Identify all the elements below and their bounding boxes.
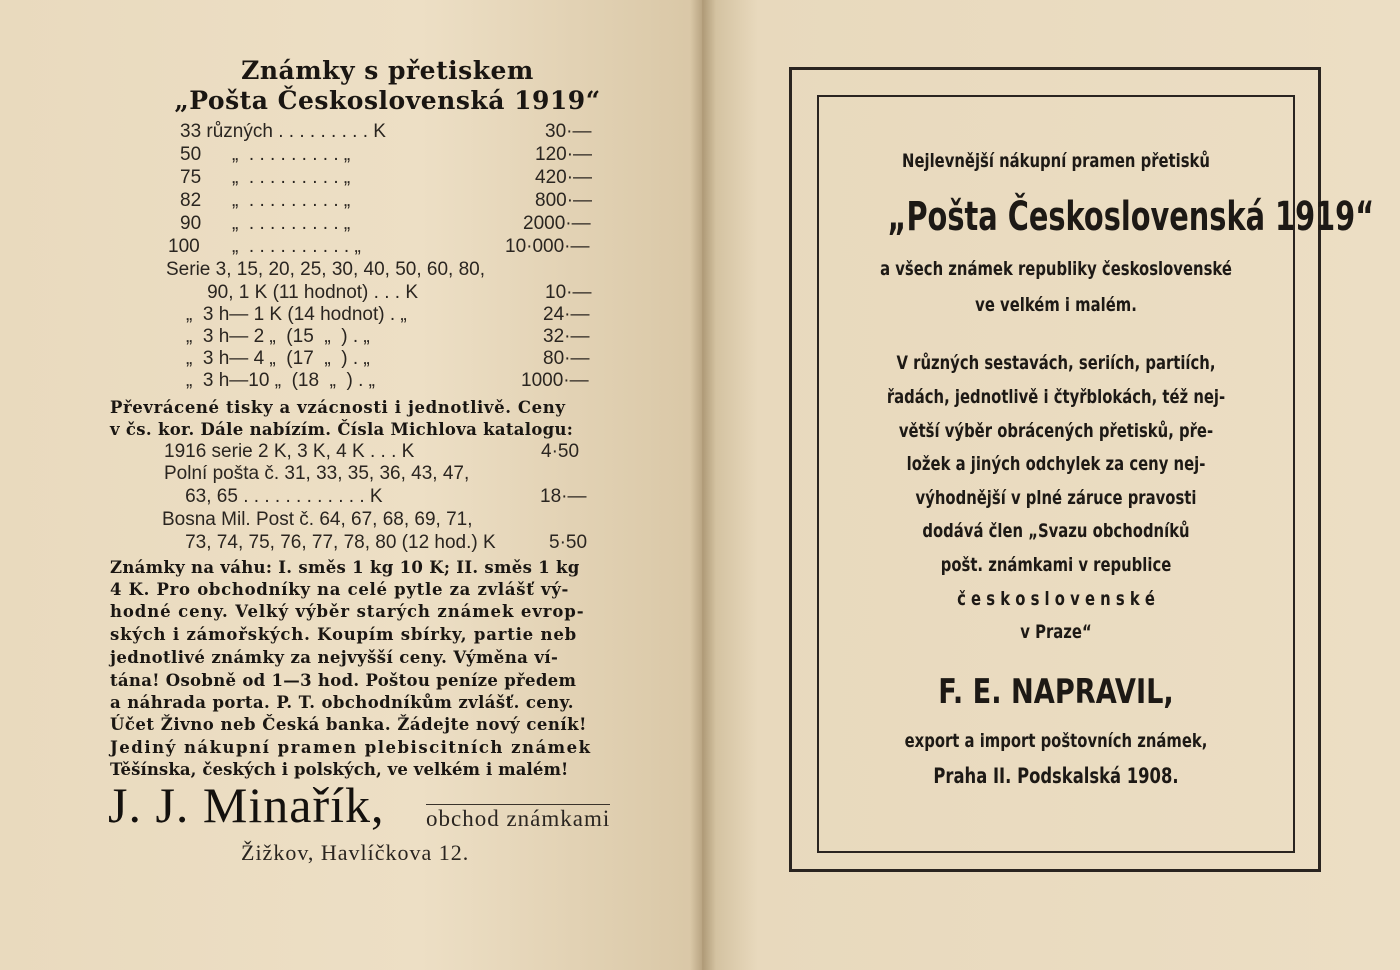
- series-price: 24·—: [543, 304, 590, 325]
- ad-line: V různých sestavách, seriích, partiích,: [896, 352, 1216, 374]
- series-row: 90, 1 K (11 hodnot) . . . K: [186, 282, 418, 303]
- ad-line: a všech známek republiky československé: [880, 258, 1232, 280]
- series-price: 80·—: [543, 348, 590, 369]
- ad-product-title: „Pošta Československá 1919“: [887, 194, 1375, 240]
- catalog-price: 4·50: [541, 441, 580, 462]
- ad-line: větší výběr obrácených přetisků, pře-: [898, 420, 1214, 442]
- series-row: „ 3 h— 1 K (14 hodnot) . „: [186, 304, 407, 325]
- signature-name: J. J. Minařík,: [108, 777, 385, 833]
- catalog-row: Polní pošta č. 31, 33, 35, 36, 43, 47,: [164, 463, 470, 484]
- ad-line: č e s k o s l o v e n s k é: [957, 588, 1155, 610]
- price-value: 800·—: [535, 190, 593, 211]
- price-value: 10·000·—: [505, 236, 590, 257]
- price-row: 75 „ . . . . . . . . . „: [180, 167, 351, 188]
- ad-firm-trade: export a import poštovních známek,: [904, 730, 1208, 752]
- catalog-row: Bosna Mil. Post č. 64, 67, 68, 69, 71,: [162, 509, 473, 530]
- price-row: 50 „ . . . . . . . . . „: [180, 144, 351, 165]
- price-row: 90 „ . . . . . . . . . „: [180, 213, 351, 234]
- catalog-price: 5·50: [549, 532, 588, 553]
- ad-line: ložek a jiných odchylek za ceny nej-: [906, 453, 1206, 475]
- series-row: „ 3 h— 2 „ (15 „ ) . „: [186, 326, 370, 347]
- series-row: „ 3 h—10 „ (18 „ ) . „: [186, 370, 375, 391]
- ad-line: řadách, jednotlivě i čtyřblokách, též nej-: [886, 386, 1226, 408]
- price-value: 120·—: [535, 144, 593, 165]
- price-row: 33 různých . . . . . . . . . K: [180, 121, 386, 142]
- ad-line: dodává člen „Svazu obchodníků: [922, 520, 1190, 542]
- series-price: 32·—: [543, 326, 590, 347]
- catalog-row: 73, 74, 75, 76, 77, 78, 80 (12 hod.) K: [164, 532, 496, 553]
- left-title-line2: „Pošta Československá 1919“: [174, 86, 601, 115]
- series-price: 10·—: [545, 282, 592, 303]
- series-row: „ 3 h— 4 „ (17 „ ) . „: [186, 348, 370, 369]
- price-value: 420·—: [535, 167, 593, 188]
- price-value: 30·—: [545, 121, 592, 142]
- price-row: 100 „ . . . . . . . . . . „: [168, 236, 361, 257]
- catalog-row: 63, 65 . . . . . . . . . . . . K: [164, 486, 383, 507]
- ad-line: v Praze“: [1020, 621, 1092, 643]
- ad-line: ve velkém i malém.: [975, 294, 1137, 316]
- price-row: 82 „ . . . . . . . . . „: [180, 190, 351, 211]
- book-gutter: [690, 0, 716, 970]
- ad-line: výhodnější v plné záruce pravosti: [915, 487, 1197, 509]
- ad-firm-address: Praha II. Podskalská 1908.: [933, 764, 1179, 788]
- signature-address: Žižkov, Havlíčkova 12.: [241, 840, 470, 865]
- ad-firm-name: F. E. NAPRAVIL,: [938, 672, 1174, 712]
- ad-headline: Nejlevnější nákupní pramen přetisků: [902, 150, 1210, 172]
- catalog-price: 18·—: [540, 486, 587, 507]
- ad-line: pošt. známkami v republice: [940, 554, 1172, 576]
- series-row: Serie 3, 15, 20, 25, 30, 40, 50, 60, 80,: [166, 259, 486, 280]
- price-value: 2000·—: [523, 213, 591, 234]
- series-price: 1000·—: [521, 370, 589, 391]
- signature-trade: obchod známkami: [426, 806, 611, 831]
- left-title-line1: Známky s přetiskem: [241, 56, 534, 85]
- catalog-row: 1916 serie 2 K, 3 K, 4 K . . . K: [164, 441, 415, 462]
